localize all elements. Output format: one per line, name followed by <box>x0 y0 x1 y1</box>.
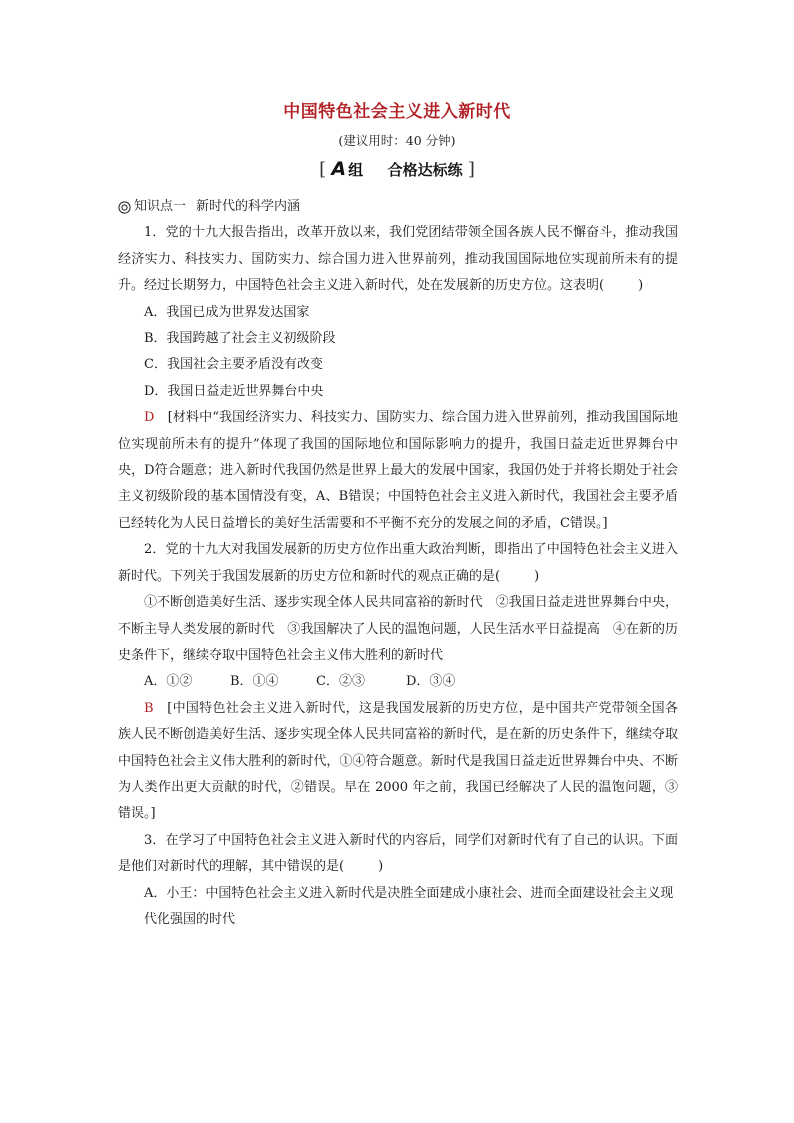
knowledge-point-label: 知识点一 <box>134 199 187 214</box>
question-content <box>118 194 678 933</box>
question-2-options <box>118 669 678 695</box>
question-1-option-b: B．我国跨越了社会主义初级阶段 <box>144 331 336 347</box>
left-bracket-icon: [ <box>319 159 327 180</box>
question-2-answer: B <box>144 700 154 716</box>
question-2-option-d: D．③④ <box>406 674 456 690</box>
question-2-option-b: B．①④ <box>230 674 279 690</box>
question-3-option-a: A．小王：中国特色社会主义进入新时代是决胜全面建成小康社会、进而全面建设社会主义现代化强国的时代 <box>144 885 674 927</box>
question-1-answer: D <box>144 410 155 426</box>
knowledge-point-topic: 新时代的科学内涵 <box>196 199 301 214</box>
suggested-time: (建议用时：40 分钟) <box>338 133 456 148</box>
right-bracket-icon: ] <box>467 159 475 180</box>
group-banner <box>0 158 794 180</box>
knowledge-point-heading <box>118 194 678 220</box>
page-title: 中国特色社会主义进入新时代 <box>283 102 511 122</box>
question-2-option-a: A．①② <box>144 674 193 690</box>
question-2-statements: ①不断创造美好生活、逐步实现全体人民共同富裕的新时代 ②我国日益走进世界舞台中央，不断主导人类发展的新时代 ③我国解决了人民的温饱问题，人民生活水平日益提高 ④在新的历史条件下，继续夺取中国特色社会主义伟大胜利的新时代 <box>118 595 678 663</box>
group-letter: A <box>331 158 347 180</box>
question-2-option-c: C．②③ <box>316 674 365 690</box>
group-suffix: 组 <box>348 161 364 179</box>
question-1-option-c: C．我国社会主要矛盾没有改变 <box>144 357 323 373</box>
question-3-stem: 3．在学习了中国特色社会主义进入新时代的内容后，同学们对新时代有了自己的认识。下面是他们对新时代的理解，其中错误的是( ) <box>118 832 678 875</box>
question-1-stem: 1．党的十九大报告指出，改革开放以来，我们党团结带领全国各族人民不懈奋斗，推动我国经济实力、科技实力、国防实力、综合国力进入世界前列，推动我国国际地位实现前所未有的提升。经过长期努力，中国特色社会主义进入新时代，处在发展新的历史方位。这表明( ) <box>118 225 678 294</box>
question-2-stem: 2．党的十九大对我国发展新的历史方位作出重大政治判断，即指出了中国特色社会主义进入新时代。下列关于我国发展新的历史方位和新时代的观点正确的是( ) <box>118 542 678 584</box>
double-circle-icon <box>118 201 131 214</box>
question-1-option-d: D．我国日益走近世界舞台中央 <box>144 383 324 399</box>
question-2-analysis: B [中国特色社会主义进入新时代，这是我国发展新的历史方位，是中国共产党带领全国各族人民不断创造美好生活、逐步实现全体人民共同富裕的新时代，是在新的历史条件下，继续夺取中国特色社会主义伟大胜利的新时代，①④符合题意。新时代是我国日益走近世界舞台中央、不断为人类作出更大贡献的时代，②错误。早在 2000 年之前，我国已经解决了人民的温饱问题，③错误。] <box>118 700 678 822</box>
question-1-option-a: A．我国已成为世界发达国家 <box>144 304 310 320</box>
question-1-analysis: D [材料中“我国经济实力、科技实力、国防实力、综合国力进入世界前列，推动我国国际地位实现前所未有的提升”体现了我国的国际地位和国际影响力的提升，我国日益走近世界舞台中央，D符合题意；进入新时代我国仍然是世界上最大的发展中国家，我国仍处于并将长期处于社会主义初级阶段的基本国情没有变，A、B错误；中国特色社会主义进入新时代，我国社会主要矛盾已经转化为人民日益增长的美好生活需要和不平衡不充分的发展之间的矛盾，C错误。] <box>118 410 678 531</box>
group-name: 合格达标练 <box>387 161 463 179</box>
